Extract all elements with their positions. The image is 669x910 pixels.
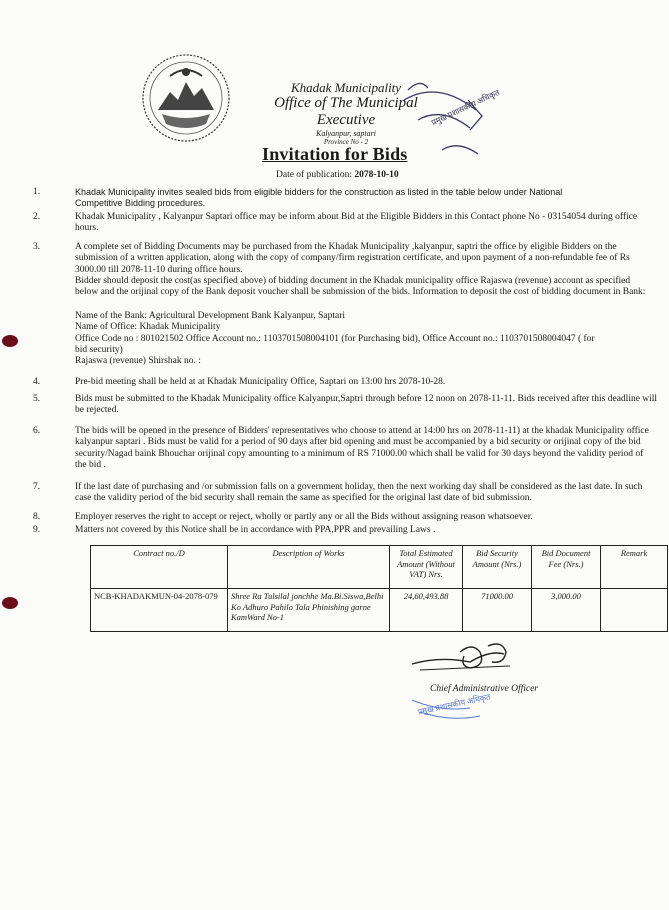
cell-bid-security: 71000.00 <box>463 589 532 632</box>
item-number: 1. <box>33 187 41 197</box>
publication-value: 2078-10-10 <box>354 170 399 180</box>
item-number: 6. <box>33 426 41 436</box>
margin-mark <box>2 335 18 347</box>
notice-item <box>75 512 669 523</box>
item-line: The bids will be opened in the presence of Bidders' representatives who choose to attend at 14:00 hrs on 2078-11-11) at the khadak Municipality office <box>75 426 649 436</box>
svg-text:प्रमुख प्रशासकीय अधिकृत: प्रमुख प्रशासकीय अधिकृत <box>417 692 492 717</box>
item-number: 3. <box>33 242 41 252</box>
notice-item <box>75 242 669 298</box>
cell-contract-no: NCB-KHADAKMUN-04-2078-079 <box>91 589 228 632</box>
item-line: Competitive Bidding procedures. <box>75 198 206 209</box>
item-line: Name of the Bank: Agricultural Development Bank Kalyanpur, Saptari <box>75 311 346 321</box>
item-number: 8. <box>33 512 41 522</box>
margin-mark <box>2 597 18 609</box>
cell-total-estimate: 24,60,493.88 <box>390 589 463 632</box>
item-line: 3000.00 till 2078-11-10 during office hours. <box>75 264 243 275</box>
item-number: 2. <box>33 212 41 222</box>
item-line: Pre-bid meeting shall be held at at Khadak Municipality Office, Saptari on 13:00 hrs 2078-10-28. <box>75 377 446 387</box>
item-line: the bid . <box>75 459 106 470</box>
item-number: 4. <box>33 377 41 387</box>
cell-doc-fee: 3,000.00 <box>532 589 601 632</box>
item-line: bid security) <box>75 344 123 355</box>
office-name: Office of The Municipal Executive <box>274 95 418 128</box>
page-title: Invitation for Bids <box>262 144 408 164</box>
cell-remark <box>601 589 668 632</box>
item-line: Bidder should deposit the cost(as specified above) of bidding document in the Khadak municipality office Rajaswa (revenue) account as specified <box>75 275 631 286</box>
item-number: 7. <box>33 482 41 492</box>
col-bid-security: Bid Security Amount (Nrs.) <box>463 546 532 589</box>
col-doc-fee: Bid Document Fee (Nrs.) <box>532 546 601 589</box>
notice-item <box>75 187 669 210</box>
office-stamp-icon <box>398 70 501 162</box>
item-line: If the last date of purchasing and /or submission falls on a government holiday, then the next working day shall be considered as the last date. In such <box>75 482 643 492</box>
office-location: Kalyanpur, saptari <box>315 129 376 138</box>
item-line: Office Code no : 801021502 Office Account no.: 1103701508004101 (for Purchasing bid), Office Account no.: 1103701508004047 ( for <box>75 333 595 344</box>
publication-label: Date of publication: <box>276 170 352 180</box>
notice-item <box>75 377 669 388</box>
col-total-estimate: Total Estimated Amount (Without VAT) Nrs. <box>390 546 463 589</box>
svg-text:प्रमुख प्रशासकीय अधिकृत: प्रमुख प्रशासकीय अधिकृत <box>430 87 501 128</box>
item-line: security/Nagad baink Bhouchar orijinal copy amounting to a minimum of RS 71000.00 which shall be valid for 30 days beyond the validity period of <box>75 448 644 459</box>
province-label: Province No - 2 <box>323 138 369 146</box>
col-remark: Remark <box>601 546 668 589</box>
item-line: Employer reserves the right to accept or reject, wholly or partly any or all the Bids without assigning reason whatsoever. <box>75 512 533 522</box>
item-line: hours. <box>75 223 99 234</box>
notice-item <box>75 525 669 536</box>
signatory-title: Chief Administrative Officer <box>430 684 539 694</box>
item-number: 5. <box>33 394 41 404</box>
item-line: be rejected. <box>75 405 119 416</box>
item-line: A complete set of Bidding Documents may be purchased from the Khadak Municipality ,kalyanpur, saptri the office by eligible Bidders on the <box>75 242 617 252</box>
municipality-name: Khadak Municipality <box>290 80 402 95</box>
table-header-row <box>91 546 668 589</box>
item-line: Bids must be submitted to the Khadak Municipality office Kalyanpur,Saptri through before 12 noon on 2078-11-11. Bids received after this deadline will <box>75 394 658 404</box>
table-row <box>91 589 668 632</box>
item-line: below and the orijinal copy of the Bank deposit voucher shall be submission of the bids. Information to deposit the cost of bidding document in Bank: <box>75 287 646 298</box>
notice-item <box>75 394 669 417</box>
item-line: submission of a written application, along with the copy of company/firm registration certificate, and upon payment of a non-refundable fee of Rs <box>75 253 630 264</box>
signature-stamp-icon <box>400 640 535 725</box>
item-line: case the validity period of the bid security shall remain the same as specified for the original last date of bid submission. <box>75 493 532 504</box>
nepal-emblem-icon <box>140 52 232 144</box>
item-line: Matters not covered by this Notice shall be in accordance with PPA,PPR and prevailing Laws . <box>75 525 436 535</box>
item-line: Khadak Municipality , Kalyanpur Saptari office may be inform about Bid at the Eligible Bidders in this Contact phone No - 03154054 during office <box>75 212 638 222</box>
notice-item <box>75 426 669 471</box>
notice-item <box>75 311 669 367</box>
notice-item <box>75 212 669 235</box>
col-contract-no: Contract no./D <box>91 546 228 589</box>
item-line: Rajaswa (revenue) Shirshak no. : <box>75 356 201 367</box>
item-number: 9. <box>33 525 41 535</box>
cell-description: Shree Ra Tulsilal jonchhe Ma.Bi.Siswa,Belhi Ko Adhuro Pahilo Tala Phinishing garne KamWard No-1 <box>228 589 390 632</box>
item-line: Name of Office: Khadak Municipality <box>75 322 221 333</box>
notice-item <box>75 482 669 505</box>
item-line: kalyanpur saptari . Bids must be valid for a period of 90 days after bid opening and must be accompanied by a bid security or orijinal copy of the bid <box>75 437 641 448</box>
col-description: Description of Works <box>228 546 390 589</box>
item-line: Khadak Municipality invites sealed bids from eligible bidders for the construction as listed in the table below under National <box>75 187 563 197</box>
bid-table <box>90 545 668 632</box>
publication-date <box>276 170 399 180</box>
